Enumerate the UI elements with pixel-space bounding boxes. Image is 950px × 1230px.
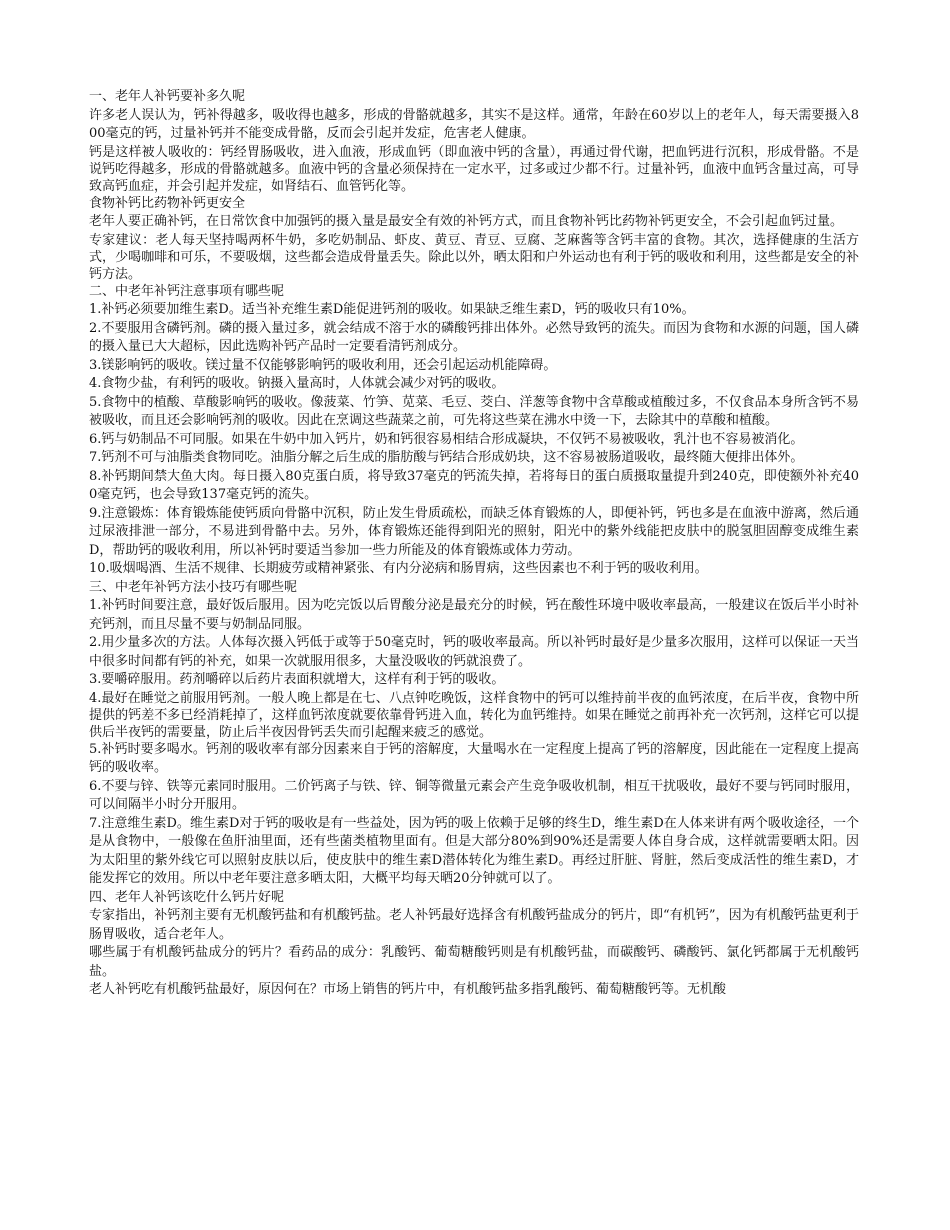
paragraph: 2.用少量多次的方法。人体每次摄入钙低于或等于50毫克时，钙的吸收率最高。所以补钙时最好是少量多次服用，这样可以保证一天当中很多时间都有钙的补充，如果一次就服用很多，大量没吸收的钙就浪费了。 [89, 635, 859, 669]
paragraph: 7.注意维生素D。维生素D对于钙的吸收是有一些益处，因为钙的吸上依赖于足够的终生D，维生素D在人体来讲有两个吸收途径，一个是从食物中，一般像在鱼肝油里面，还有些菌类植物里面有。但是大部分80%到90%还是需要人体自身合成，这样就需要晒太阳。因为太阳里的紫外线它可以照射皮肤以后，使皮肤中的维生素D潜体转化为维生素D。再经过肝脏、肾脏，然后变成活性的维生素D，才能发挥它的效用。所以中老年要注意多晒太阳，大概平均每天晒20分钟就可以了。 [89, 815, 859, 886]
document-body [89, 88, 859, 1000]
paragraph: 7.钙剂不可与油脂类食物同吃。油脂分解之后生成的脂肪酸与钙结合形成奶块，这不容易被肠道吸收，最终随大便排出体外。 [89, 450, 804, 465]
paragraph: 6.不要与锌、铁等元素同时服用。二价钙离子与铁、锌、铜等微量元素会产生竞争吸收机制，相互干扰吸收，最好不要与钙同时服用，可以间隔半小时分开服用。 [89, 778, 859, 812]
paragraph: 5.补钙时要多喝水。钙剂的吸收率有部分因素来自于钙的溶解度，大量喝水在一定程度上提高了钙的溶解度，因此能在一定程度上提高钙的吸收率。 [89, 741, 859, 775]
paragraph: 2.不要服用含磷钙剂。磷的摄入量过多，就会结成不溶于水的磷酸钙排出体外。必然导致钙的流失。而因为食物和水源的问题，国人磷的摄入量已大大超标，因此选购补钙产品时一定要看清钙剂成分。 [89, 320, 859, 354]
paragraph: 老年人要正确补钙，在日常饮食中加强钙的摄入量是最安全有效的补钙方式，而且食物补钙比药物补钙更安全，不会引起血钙过量。 [89, 214, 844, 229]
paragraph: 3.镁影响钙的吸收。镁过量不仅能够影响钙的吸收利用，还会引起运动机能障碍。 [89, 357, 557, 373]
paragraph: 3.要嚼碎服用。药剂嚼碎以后药片表面积就增大，这样有利于钙的吸收。 [89, 672, 505, 687]
section-heading: 二、中老年补钙注意事项有哪些呢 [89, 283, 285, 299]
paragraph: 8.补钙期间禁大鱼大肉。每日摄入80克蛋白质，将导致37毫克的钙流失掉，若将每日的蛋白质摄取量提升到240克，即使额外补充400毫克钙，也会导致137毫克钙的流失。 [89, 468, 859, 502]
paragraph: 哪些属于有机酸钙盐成分的钙片？看药品的成分：乳酸钙、葡萄糖酸钙则是有机酸钙盐，而碳酸钙、磷酸钙、氯化钙都属于无机酸钙盐。 [89, 945, 859, 979]
paragraph: 1.补钙必须要加维生素D。适当补充维生素D能促进钙剂的吸收。如果缺乏维生素D，钙的吸收只有10%。 [89, 302, 695, 317]
paragraph: 4.食物少盐，有利钙的吸收。钠摄入量高时，人体就会减少对钙的吸收。 [89, 376, 505, 391]
paragraph: 钙是这样被人吸收的：钙经胃肠吸收，进入血液，形成血钙（即血液中钙的含量），再通过骨代谢，把血钙进行沉积，形成骨骼。不是说钙吃得越多，形成的骨骼就越多。血液中钙的含量必须保持在一定水平，过多或过少都不行。过量补钙，血液中血钙含量过高，可导致高钙血症，并会引起并发症，如肾结石、血管钙化等。 [89, 144, 859, 194]
paragraph: 6.钙与奶制品不可同服。如果在牛奶中加入钙片，奶和钙很容易相结合形成凝块，不仅钙不易被吸收，乳汁也不容易被消化。 [89, 431, 804, 447]
paragraph: 专家指出，补钙剂主要有无机酸钙盐和有机酸钙盐。老人补钙最好选择含有机酸钙盐成分的钙片，即“有机钙”，因为有机酸钙盐更利于肠胃吸收，适合老年人。 [89, 908, 859, 942]
section-heading: 食物补钙比药物补钙更安全 [89, 195, 246, 211]
paragraph: 10.吸烟喝酒、生活不规律、长期疲劳或精神紧张、有内分泌病和肠胃病，这些因素也不利于钙的吸收利用。 [89, 561, 708, 576]
paragraph: 5.食物中的植酸、草酸影响钙的吸收。像菠菜、竹笋、苋菜、毛豆、茭白、洋葱等食物中含草酸或植酸过多，不仅食品本身所含钙不易被吸收，而且还会影响钙剂的吸收。因此在烹调这些蔬菜之前，可先将这些菜在沸水中烫一下，去除其中的草酸和植酸。 [89, 394, 859, 428]
section-heading: 四、老年人补钙该吃什么钙片好呢 [89, 889, 285, 905]
paragraph: 老人补钙吃有机酸钙盐最好，原因何在？市场上销售的钙片中，有机酸钙盐多指乳酸钙、葡萄糖酸钙等。无机酸 [89, 982, 727, 997]
paragraph: 专家建议：老人每天坚持喝两杯牛奶，多吃奶制品、虾皮、黄豆、青豆、豆腐、芝麻酱等含钙丰富的食物。其次，选择健康的生活方式，少喝咖啡和可乐，不要吸烟，这些都会造成骨量丢失。除此以外，晒太阳和户外运动也有利于钙的吸收和利用，这些都是安全的补钙方法。 [89, 232, 859, 282]
section-heading: 一、老年人补钙要补多久呢 [89, 89, 246, 104]
paragraph: 9.注意锻炼：体育锻炼能使钙质向骨骼中沉积，防止发生骨质疏松，而缺乏体育锻炼的人，即便补钙，钙也多是在血液中游离，然后通过尿液排泄一部分，不易进到骨骼中去。另外，体育锻炼还能得到阳光的照射，阳光中的紫外线能把皮肤中的脱氢胆固醇变成维生素D，帮助钙的吸收利用，所以补钙时要适当参加一些力所能及的体育锻炼或体力劳动。 [89, 505, 859, 558]
paragraph: 4.最好在睡觉之前服用钙剂。一般人晚上都是在七、八点钟吃晚饭，这样食物中的钙可以维持前半夜的血钙浓度，在后半夜，食物中所提供的钙差不多已经消耗掉了，这样血钙浓度就要依靠骨钙进入血，转化为血钙维持。如果在睡觉之前再补充一次钙剂，这样它可以提供后半夜钙的需要量，防止后半夜因骨钙丢失而引起醒来疲乏的感觉。 [89, 690, 859, 740]
section-heading: 三、中老年补钙方法小技巧有哪些呢 [89, 579, 298, 595]
paragraph: 1.补钙时间要注意，最好饭后服用。因为吃完饭以后胃酸分泌是最充分的时候，钙在酸性环境中吸收率最高，一般建议在饭后半小时补充钙剂，而且尽量不要与奶制品同服。 [89, 598, 859, 632]
paragraph: 许多老人误认为，钙补得越多，吸收得也越多，形成的骨骼就越多，其实不是这样。通常，年龄在60岁以上的老年人，每天需要摄入800毫克的钙，过量补钙并不能变成骨骼，反而会引起并发症，危害老人健康。 [89, 107, 859, 141]
